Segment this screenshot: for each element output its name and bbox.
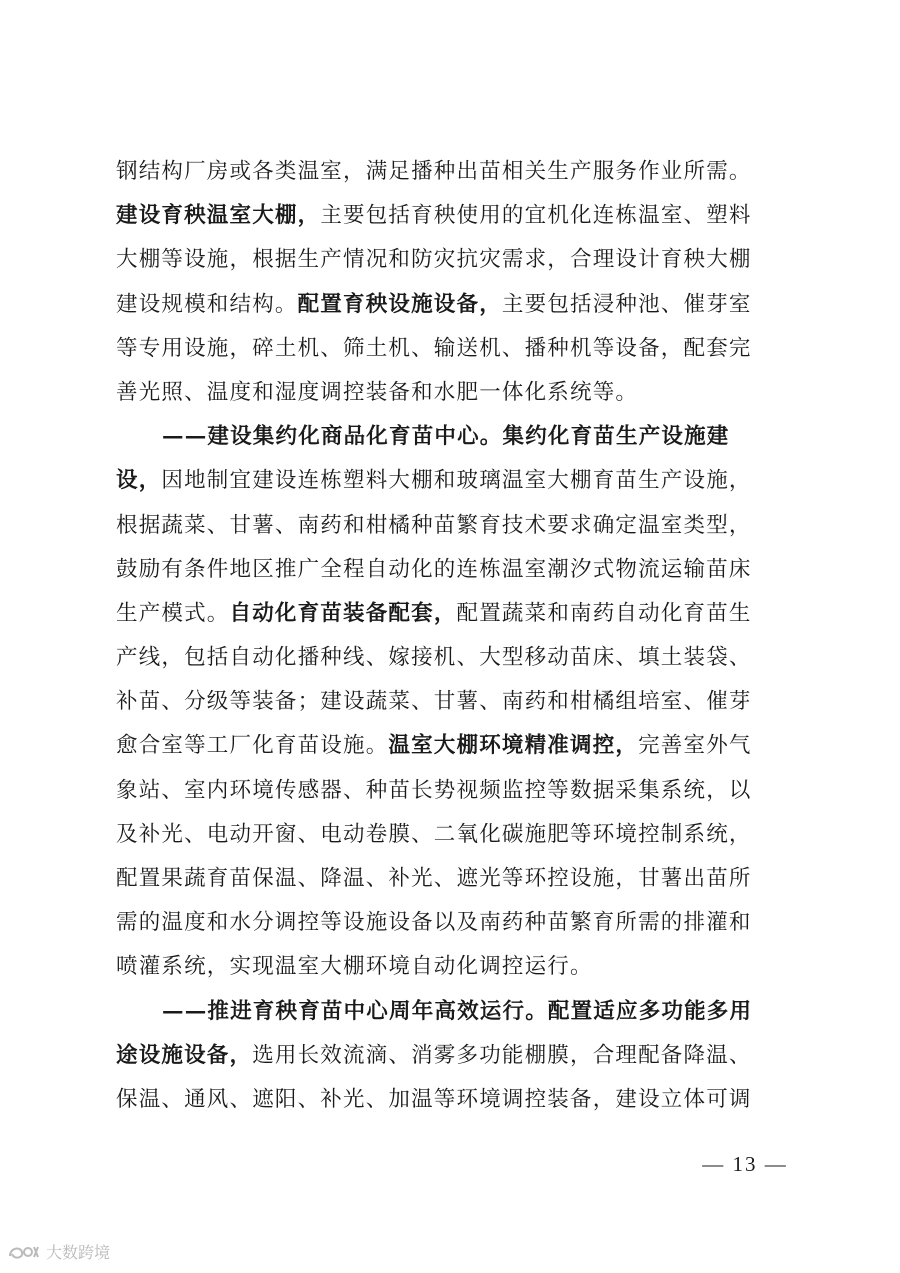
text-line (116, 680, 796, 724)
bold-heading-run: 温室大棚环境精准调控， (388, 733, 639, 759)
text-line (116, 283, 796, 327)
text-line (116, 945, 796, 989)
text-run: 及补光、电动开窗、电动卷膜、二氧化碳施肥等环境控制系统， (116, 821, 752, 847)
text-line (116, 724, 796, 768)
text-run: 选用长效流滴、消雾多功能棚膜，合理配备降温、 (252, 1042, 752, 1068)
text-line (116, 327, 796, 371)
text-line (116, 636, 796, 680)
text-line (116, 504, 796, 548)
text-run: 建设规模和结构。 (116, 291, 298, 317)
text-run: 需的温度和水分调控等设施设备以及南药种苗繁育所需的排灌和 (116, 910, 752, 936)
bold-heading-run: 设， (116, 468, 162, 494)
text-line (116, 990, 796, 1034)
text-run: 钢结构厂房或各类温室，满足播种出苗相关生产服务作业所需。 (116, 159, 752, 184)
text-line (116, 415, 796, 459)
text-line (116, 592, 796, 636)
text-line (116, 769, 796, 813)
text-line (116, 459, 796, 503)
text-run: 补苗、分级等装备；建设蔬菜、甘薯、南药和柑橘组培室、催芽 (116, 689, 752, 715)
text-line (116, 857, 796, 901)
text-run: 主要包括浸种池、催芽室 (501, 291, 752, 317)
text-line (116, 1078, 796, 1122)
text-line (116, 901, 796, 945)
text-run: 大棚等设施，根据生产情况和防灾抗灾需求，合理设计育秧大棚 (116, 247, 752, 273)
watermark (6, 1240, 110, 1263)
bold-heading-run: 配置育秧设施设备， (297, 291, 502, 317)
text-line (116, 371, 796, 415)
text-run: 愈合室等工厂化育苗设施。 (116, 733, 389, 759)
bold-heading-run: ——建设集约化商品化育苗中心。集约化育苗生产设施建 (162, 424, 730, 450)
text-line (116, 1034, 796, 1078)
page-number: — 13 — (702, 1152, 788, 1176)
text-run: 鼓励有条件地区推广全程自动化的连栋温室潮汐式物流运输苗床 (116, 556, 752, 582)
watermark-logo-icon (6, 1242, 42, 1262)
text-run: 完善室外气 (638, 733, 752, 759)
text-line (116, 813, 796, 857)
text-run: 生产模式。 (116, 600, 230, 626)
bold-heading-run: 建设育秧温室大棚， (116, 203, 321, 229)
text-run: 产线，包括自动化播种线、嫁接机、大型移动苗床、填土装袋、 (116, 645, 752, 671)
text-line (116, 150, 796, 194)
text-run: 根据蔬菜、甘薯、南药和柑橘种苗繁育技术要求确定温室类型， (116, 512, 752, 538)
text-run: 配置蔬菜和南药自动化育苗生 (456, 600, 752, 626)
text-run: 配置果蔬育苗保温、降温、补光、遮光等环控设施，甘薯出苗所 (116, 866, 752, 891)
text-line (116, 548, 796, 592)
text-run: 等专用设施，碎土机、筛土机、输送机、播种机等设备，配套完 (116, 335, 752, 361)
bold-heading-run: 途设施设备， (116, 1042, 253, 1068)
watermark-text: 大数跨境 (46, 1243, 111, 1262)
text-run: 主要包括育秧使用的宜机化连栋温室、塑料 (320, 203, 752, 229)
bold-heading-run: ——推进育秧育苗中心周年高效运行。配置适应多功能多用 (162, 998, 753, 1024)
text-run: 象站、室内环境传感器、种苗长势视频监控等数据采集系统，以 (116, 777, 752, 803)
text-run: 保温、通风、遮阳、补光、加温等环境调控装备，建设立体可调 (116, 1086, 752, 1112)
body-text (116, 150, 796, 1122)
bold-heading-run: 自动化育苗装备配套， (229, 600, 457, 626)
text-run: 因地制宜建设连栋塑料大棚和玻璃温室大棚育苗生产设施， (161, 468, 752, 494)
text-line (116, 194, 796, 238)
text-run: 喷灌系统，实现温室大棚环境自动化调控运行。 (116, 954, 593, 980)
text-line (116, 238, 796, 282)
text-run: 善光照、温度和湿度调控装备和水肥一体化系统等。 (116, 379, 639, 405)
